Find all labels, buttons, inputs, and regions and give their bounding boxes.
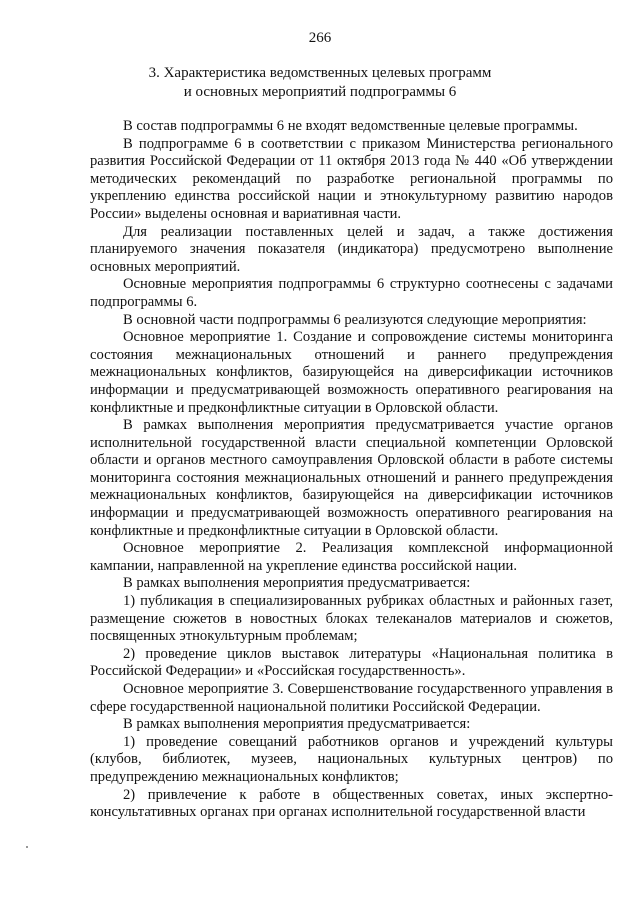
paragraph: В подпрограмме 6 в соответствии с приказом Министерства регионального развития Российской Федерации от 11 октября 2013 года № 440 «Об утверждении методических рекомендаций по разработке региональной программы по укреплению единства российской нации и этнокультурному развитию народов России» выделены основная и вариативная части. xyxy=(90,135,613,222)
paragraph: В рамках выполнения мероприятия предусматривается: xyxy=(123,575,471,592)
paragraph: В состав подпрограммы 6 не входят ведомственные целевые программы. xyxy=(123,118,578,134)
paragraph: Основное мероприятие 3. Совершенствование государственного управления в сфере государственной национальной политики Российской Федерации. xyxy=(90,681,613,715)
list-item: 1) публикация в специализированных рубриках областных и районных газет, размещение сюжетов в новостных блоках телеканалов материалов и сюжетов, посвященных этнокультурным проблемам; xyxy=(90,593,613,645)
paragraph: Для реализации поставленных целей и задач, а также достижения планируемого значения показателя (индикатора) предусмотрено выполнение основных мероприятий. xyxy=(90,223,613,275)
paragraph: Основное мероприятие 1. Создание и сопровождение системы мониторинга состояния межнациональных отношений и раннего предупреждения межнациональных конфликтов, базирующейся на диверсификации источников информации и предусматривающей возможность оперативного реагирования на конфликтные и предконфликтные ситуации в Орловской области. xyxy=(90,329,613,416)
heading-line-1: 3. Характеристика ведомственных целевых программ xyxy=(148,65,492,81)
list-item: 2) проведение циклов выставок литературы «Национальная политика в Российской Федерации» и «Российская государственность». xyxy=(90,645,613,680)
section-heading xyxy=(90,64,550,102)
heading-line-2: и основных мероприятий подпрограммы 6 xyxy=(183,84,457,100)
list-item: 2) привлечение к работе в общественных советах, иных экспертно-консультативных органах при органах исполнительной государственной власти xyxy=(90,786,613,821)
list-item: 1) проведение совещаний работников органов и учреждений культуры (клубов, библиотек, музеев, национальных культурных центров) по предупреждению межнациональных конфликтов; xyxy=(90,733,613,785)
paragraph: В рамках выполнения мероприятия предусматривается участие органов исполнительной государственной власти специальной компетенции Орловской области и органов местного самоуправления Орловской области в работе системы мониторинга состояния межнациональных отношений и раннего предупреждения межнациональных конфликтов, базирующейся на диверсификации источников информации и предусматривающей возможность оперативного реагирования на конфликтные и предконфликтные ситуации в Орловской области. xyxy=(90,417,613,539)
paragraph: Основное мероприятие 2. Реализация комплексной информационной кампании, направленной на укрепление единства российской нации. xyxy=(90,540,613,574)
page-number: 266 xyxy=(308,30,332,46)
paragraph: В основной части подпрограммы 6 реализуются следующие мероприятия: xyxy=(123,311,587,328)
scan-speck xyxy=(26,846,28,848)
paragraph: Основные мероприятия подпрограммы 6 структурно соотнесены с задачами подпрограммы 6. xyxy=(90,276,613,310)
paragraph: В рамках выполнения мероприятия предусматривается: xyxy=(123,716,471,733)
body-text xyxy=(90,118,613,822)
